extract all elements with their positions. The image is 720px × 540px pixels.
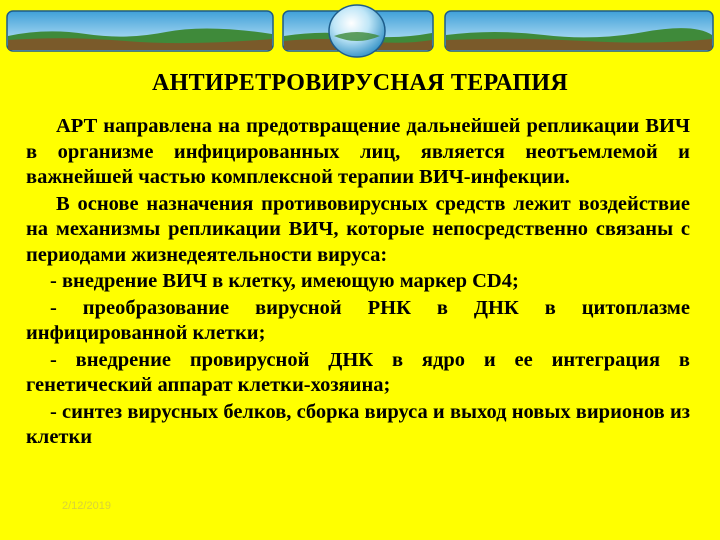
footer-date: 2/12/2019 (62, 500, 111, 512)
list-item: - преобразование вирусной РНК в ДНК в цитоплазме инфицированной клетки; (26, 296, 690, 344)
header-banner (0, 0, 720, 62)
list-item: - внедрение ВИЧ в клетку, имеющую маркер CD4; (50, 270, 519, 292)
list-item: - внедрение провирусной ДНК в ядро и ее интеграция в генетический аппарат клетки-хозяина; (26, 348, 690, 396)
slide-body (26, 114, 690, 452)
paragraph-intro: АРТ направлена на предотвращение дальнейшей репликации ВИЧ в организме инфицированных лиц, является неотъемлемой и важнейшей частью комплексной терапии ВИЧ-инфекции. (26, 115, 690, 188)
page-title: АНТИРЕТРОВИРУСНАЯ ТЕРАПИЯ (151, 70, 569, 96)
landscape-banner-right (444, 10, 714, 52)
globe-emblem-icon (326, 2, 388, 60)
paragraph-basis: В основе назначения противовирусных средств лежит воздействие на механизмы репликации ВИЧ, которые непосредственно связаны с периодами жизнедеятельности вируса: (26, 192, 690, 266)
list-item: - синтез вирусных белков, сборка вируса и выход новых вирионов из клетки (26, 400, 690, 448)
landscape-banner-left (6, 10, 274, 52)
